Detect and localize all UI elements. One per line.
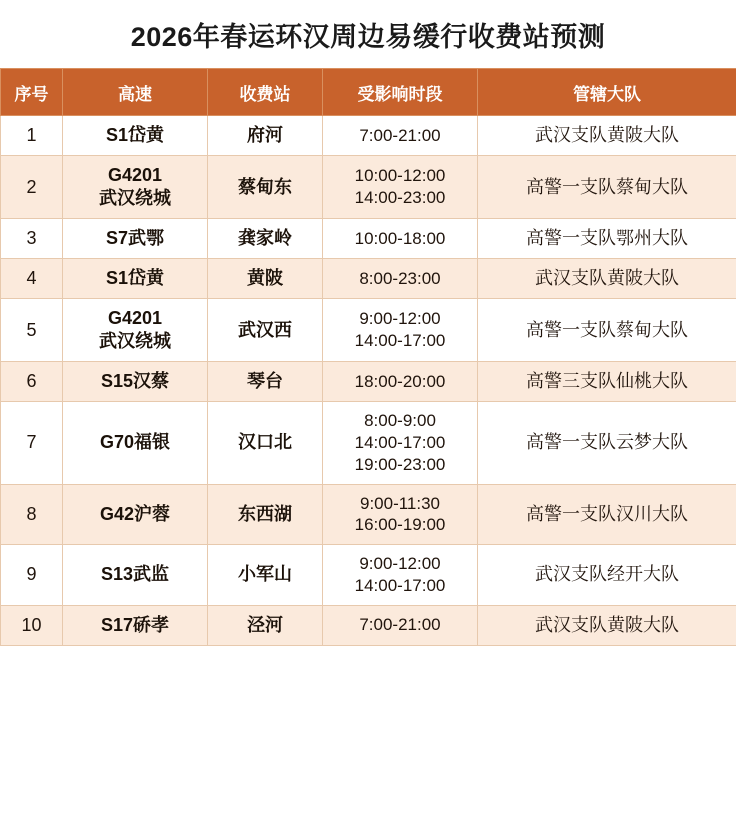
table-row bbox=[1, 116, 736, 156]
table-row bbox=[1, 484, 736, 545]
cell-unit: 高警一支队云梦大队 bbox=[478, 402, 736, 484]
cell-index: 5 bbox=[1, 299, 63, 362]
cell-toll-station: 蔡甸东 bbox=[208, 156, 323, 219]
cell-toll-station: 琴台 bbox=[208, 362, 323, 402]
cell-toll-station: 龚家岭 bbox=[208, 219, 323, 259]
cell-unit: 武汉支队黄陂大队 bbox=[478, 259, 736, 299]
page-title: 2026年春运环汉周边易缓行收费站预测 bbox=[130, 21, 606, 52]
cell-unit: 武汉支队黄陂大队 bbox=[478, 605, 736, 645]
cell-line: G70福银 bbox=[99, 432, 171, 453]
cell-time-range bbox=[323, 402, 478, 484]
cell-highway bbox=[63, 545, 208, 606]
cell-line: 9:00-11:30 bbox=[359, 493, 441, 513]
table-row bbox=[1, 219, 736, 259]
table-row bbox=[1, 362, 736, 402]
cell-unit: 武汉支队经开大队 bbox=[478, 545, 736, 606]
cell-line: 14:00-17:00 bbox=[354, 331, 446, 351]
cell-unit: 武汉支队黄陂大队 bbox=[478, 116, 736, 156]
cell-line: 18:00-20:00 bbox=[354, 371, 446, 391]
cell-unit: 高警三支队仙桃大队 bbox=[478, 362, 736, 402]
cell-index: 8 bbox=[1, 484, 63, 545]
cell-toll-station: 府河 bbox=[208, 116, 323, 156]
cell-index: 9 bbox=[1, 545, 63, 606]
column-header-time-range: 受影响时段 bbox=[323, 69, 478, 116]
cell-toll-station: 黄陂 bbox=[208, 259, 323, 299]
cell-time-range bbox=[323, 156, 478, 219]
cell-highway bbox=[63, 484, 208, 545]
cell-line: 16:00-19:00 bbox=[354, 515, 446, 535]
column-header-highway: 高速 bbox=[63, 69, 208, 116]
cell-time-range bbox=[323, 219, 478, 259]
table-row bbox=[1, 402, 736, 484]
table-row bbox=[1, 545, 736, 606]
cell-line: G4201 bbox=[107, 308, 163, 329]
cell-line: 9:00-12:00 bbox=[359, 309, 441, 329]
cell-line: 14:00-17:00 bbox=[354, 433, 446, 452]
cell-unit: 高警一支队蔡甸大队 bbox=[478, 156, 736, 219]
cell-toll-station: 东西湖 bbox=[208, 484, 323, 545]
cell-line: 19:00-23:00 bbox=[354, 454, 446, 474]
cell-highway bbox=[63, 116, 208, 156]
cell-time-range bbox=[323, 116, 478, 156]
cell-line: 14:00-17:00 bbox=[354, 575, 446, 595]
toll-station-forecast-table bbox=[0, 68, 736, 646]
column-header-toll-station: 收费站 bbox=[208, 69, 323, 116]
cell-highway bbox=[63, 156, 208, 219]
cell-time-range bbox=[323, 362, 478, 402]
cell-time-range bbox=[323, 259, 478, 299]
cell-index: 6 bbox=[1, 362, 63, 402]
table-row bbox=[1, 259, 736, 299]
cell-toll-station: 汉口北 bbox=[208, 402, 323, 484]
cell-line: 10:00-12:00 bbox=[354, 166, 446, 186]
cell-line: 8:00-9:00 bbox=[364, 411, 436, 431]
cell-index: 10 bbox=[1, 605, 63, 645]
cell-line: 7:00-21:00 bbox=[359, 125, 441, 145]
table-row bbox=[1, 156, 736, 219]
table-header bbox=[1, 69, 736, 116]
cell-toll-station: 武汉西 bbox=[208, 299, 323, 362]
cell-line: S15汉蔡 bbox=[100, 371, 170, 392]
cell-unit: 高警一支队鄂州大队 bbox=[478, 219, 736, 259]
cell-line: S1岱黄 bbox=[105, 268, 165, 289]
cell-line: G42沪蓉 bbox=[99, 503, 171, 524]
table-header-row bbox=[1, 69, 736, 116]
cell-highway bbox=[63, 402, 208, 484]
cell-line: S7武鄂 bbox=[105, 228, 165, 249]
cell-time-range bbox=[323, 299, 478, 362]
cell-unit: 高警一支队汉川大队 bbox=[478, 484, 736, 545]
cell-time-range bbox=[323, 545, 478, 606]
cell-line: 武汉绕城 bbox=[99, 188, 171, 209]
cell-highway bbox=[63, 219, 208, 259]
cell-highway bbox=[63, 362, 208, 402]
cell-line: 14:00-23:00 bbox=[354, 188, 446, 208]
cell-index: 1 bbox=[1, 116, 63, 156]
table-body bbox=[1, 116, 736, 646]
cell-index: 4 bbox=[1, 259, 63, 299]
title-bar bbox=[0, 0, 736, 68]
cell-index: 3 bbox=[1, 219, 63, 259]
cell-unit: 高警一支队蔡甸大队 bbox=[478, 299, 736, 362]
cell-line: S1岱黄 bbox=[105, 125, 165, 145]
cell-index: 2 bbox=[1, 156, 63, 219]
cell-time-range bbox=[323, 484, 478, 545]
cell-time-range bbox=[323, 605, 478, 645]
cell-highway bbox=[63, 605, 208, 645]
cell-line: 7:00-21:00 bbox=[359, 615, 441, 635]
cell-line: G4201 bbox=[107, 165, 163, 186]
table-row bbox=[1, 605, 736, 645]
cell-highway bbox=[63, 259, 208, 299]
column-header-unit: 管辖大队 bbox=[478, 69, 736, 116]
cell-index: 7 bbox=[1, 402, 63, 484]
cell-line: 9:00-12:00 bbox=[359, 554, 441, 573]
column-header-index: 序号 bbox=[1, 69, 63, 116]
cell-highway bbox=[63, 299, 208, 362]
cell-toll-station: 泾河 bbox=[208, 605, 323, 645]
cell-line: 8:00-23:00 bbox=[359, 268, 441, 288]
cell-line: 10:00-18:00 bbox=[354, 228, 446, 248]
table-row bbox=[1, 299, 736, 362]
cell-line: S17硚孝 bbox=[100, 614, 170, 635]
cell-line: 武汉绕城 bbox=[99, 331, 171, 352]
cell-toll-station: 小军山 bbox=[208, 545, 323, 606]
cell-line: S13武监 bbox=[100, 564, 170, 585]
